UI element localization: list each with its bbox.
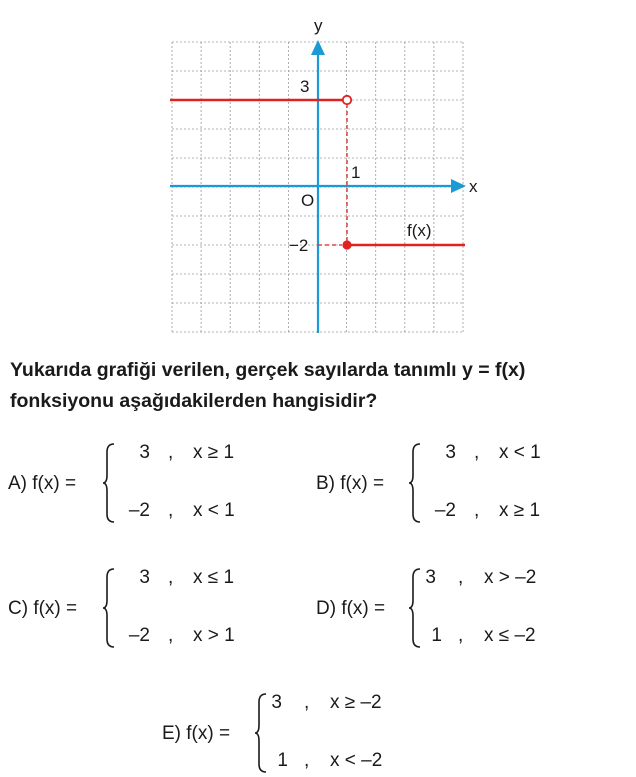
case-2-comma: , xyxy=(474,500,480,521)
case-2-condition: x > 1 xyxy=(193,625,235,646)
case-1-value: 3 xyxy=(445,442,456,463)
case-1-value: 3 xyxy=(139,567,150,588)
case-2-comma: , xyxy=(168,625,174,646)
case-2-value: 1 xyxy=(431,625,442,646)
origin-label: O xyxy=(301,191,315,210)
case-1-condition: x ≥ –2 xyxy=(330,692,382,713)
y-axis-label: y xyxy=(314,16,323,35)
case-1-condition: x ≤ 1 xyxy=(193,567,235,588)
case-1-comma: , xyxy=(304,692,310,713)
tick-label-3: 3 xyxy=(300,77,310,96)
tick-label-1: 1 xyxy=(351,163,361,182)
case-2-value: 1 xyxy=(277,750,288,771)
case-1-condition: x ≥ 1 xyxy=(193,442,235,463)
case-1-value: 3 xyxy=(139,442,150,463)
case-2-condition: x ≤ –2 xyxy=(484,625,536,646)
case-2-comma: , xyxy=(168,500,174,521)
option-e-head: E) f(x) = xyxy=(162,723,231,744)
case-2-condition: x < 1 xyxy=(193,500,235,521)
option-d-head: D) f(x) = xyxy=(316,598,386,619)
option-c[interactable] xyxy=(8,567,298,649)
option-e[interactable] xyxy=(162,692,462,774)
case-1-comma: , xyxy=(458,567,464,588)
case-2-condition: x < –2 xyxy=(330,750,383,771)
tick-label-neg2: −2 xyxy=(289,236,309,255)
case-1-comma: , xyxy=(168,567,174,588)
x-axis-label: x xyxy=(469,177,478,196)
option-a-head: A) f(x) = xyxy=(8,473,77,494)
question-text xyxy=(10,355,630,417)
case-2-value: –2 xyxy=(128,625,150,646)
case-2-comma: , xyxy=(458,625,464,646)
option-a[interactable] xyxy=(8,442,298,524)
case-1-value: 3 xyxy=(271,692,282,713)
function-graph xyxy=(0,0,636,345)
case-2-value: –2 xyxy=(434,500,456,521)
question-line-1: Yukarıda grafiği verilen, gerçek sayılarda tanımlı y = f(x) xyxy=(10,359,526,381)
case-2-value: –2 xyxy=(128,500,150,521)
case-1-value: 3 xyxy=(425,567,436,588)
open-endpoint xyxy=(343,96,351,104)
closed-endpoint xyxy=(342,240,351,249)
option-c-head: C) f(x) = xyxy=(8,598,78,619)
case-2-comma: , xyxy=(304,750,310,771)
question-line-2: fonksiyonu aşağıdakilerden hangisidir? xyxy=(10,390,378,412)
case-1-condition: x > –2 xyxy=(484,567,537,588)
case-1-comma: , xyxy=(168,442,174,463)
case-2-condition: x ≥ 1 xyxy=(499,500,541,521)
case-1-condition: x < 1 xyxy=(499,442,541,463)
function-label: f(x) xyxy=(407,221,432,240)
case-1-comma: , xyxy=(474,442,480,463)
option-b-head: B) f(x) = xyxy=(316,473,385,494)
option-d[interactable] xyxy=(316,567,616,649)
x-axis-arrow-icon xyxy=(451,179,466,193)
option-b[interactable] xyxy=(316,442,616,524)
